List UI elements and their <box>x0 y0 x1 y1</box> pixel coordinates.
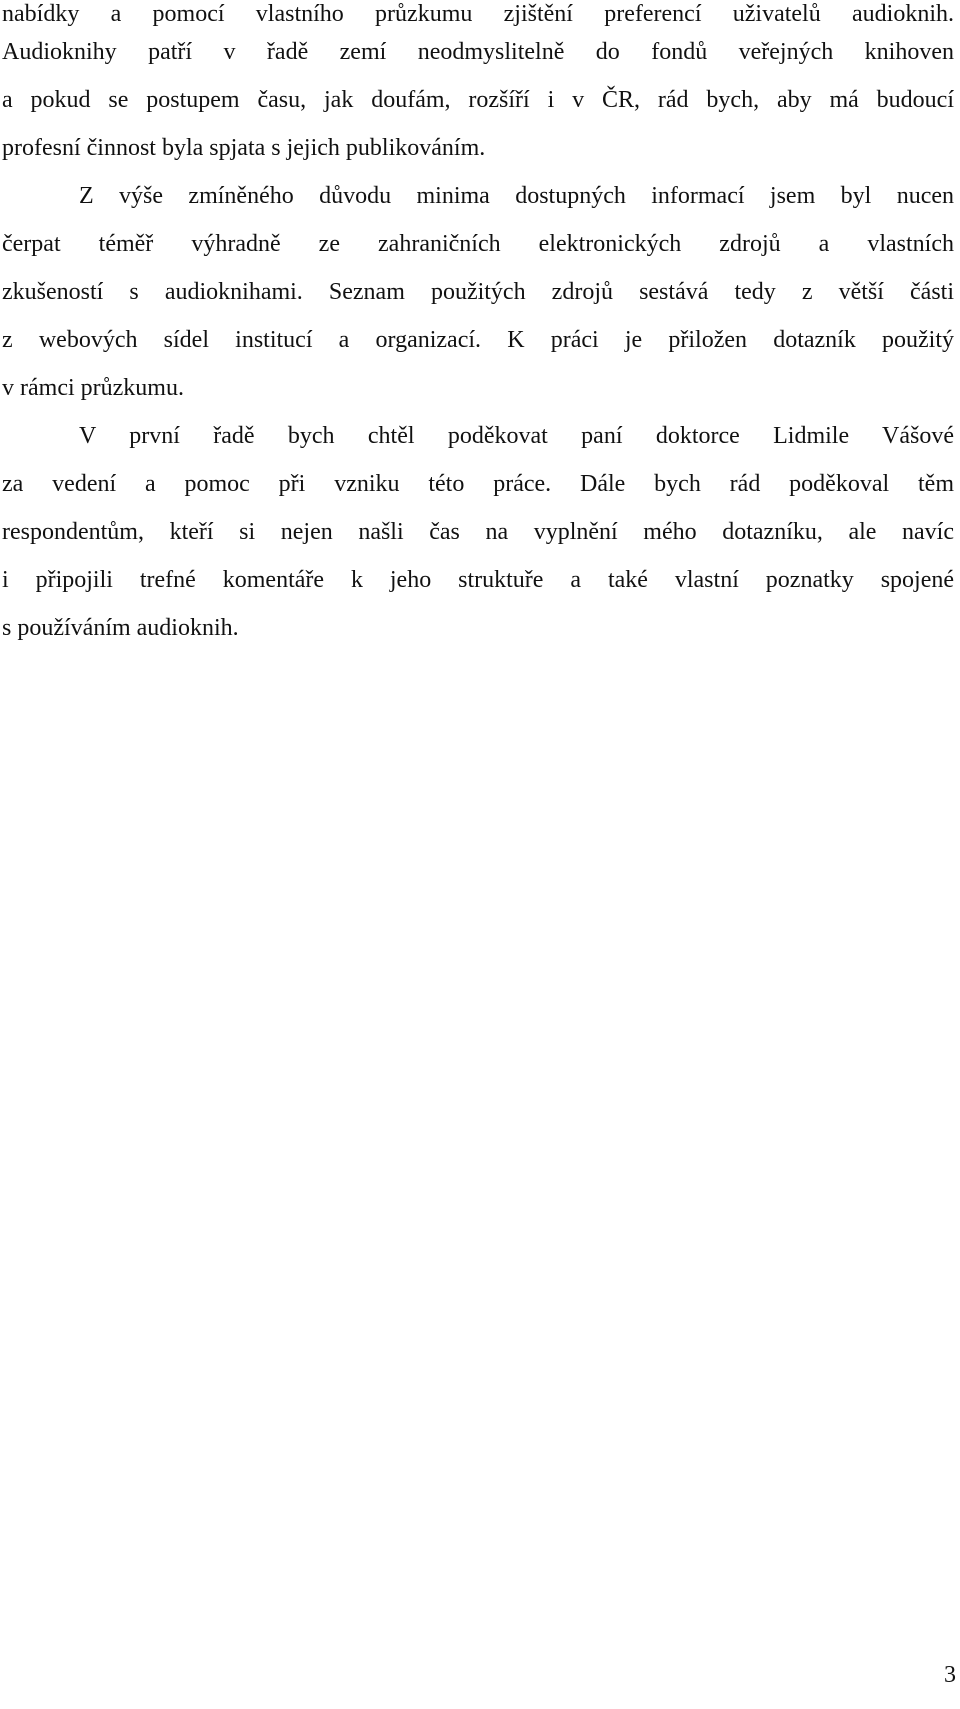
text-line: v rámci průzkumu. <box>2 375 184 401</box>
text-line: z webových sídel institucí a organizací. K práci je přiložen dotazník použitý <box>2 327 954 353</box>
page-number: 3 <box>944 1662 956 1688</box>
text-line: zkušeností s audioknihami. Seznam použitých zdrojů sestává tedy z větší části <box>2 279 954 305</box>
body-text <box>2 0 954 652</box>
text-line: čerpat téměř výhradně ze zahraničních elektronických zdrojů a vlastních <box>2 231 954 257</box>
text-line: profesní činnost byla spjata s jejich publikováním. <box>2 135 486 161</box>
text-line: Audioknihy patří v řadě zemí neodmyslitelně do fondů veřejných knihoven <box>2 39 954 65</box>
text-line: a pokud se postupem času, jak doufám, rozšíří i v ČR, rád bych, aby má budoucí <box>2 87 954 113</box>
paragraph-2 <box>2 172 954 412</box>
text-line: Z výše zmíněného důvodu minima dostupných informací jsem byl nucen <box>79 183 954 209</box>
text-line: V první řadě bych chtěl poděkovat paní doktorce Lidmile Vášové <box>79 423 954 449</box>
paragraph-1 <box>2 0 954 172</box>
text-line: za vedení a pomoc při vzniku této práce. Dále bych rád poděkoval těm <box>2 471 954 497</box>
text-line: s používáním audioknih. <box>2 615 239 641</box>
text-line: i připojili trefné komentáře k jeho struktuře a také vlastní poznatky spojené <box>2 567 954 593</box>
text-line: nabídky a pomocí vlastního průzkumu zjištění preferencí uživatelů audioknih. <box>2 1 954 27</box>
paragraph-3 <box>2 412 954 652</box>
text-line: respondentům, kteří si nejen našli čas na vyplnění mého dotazníku, ale navíc <box>2 519 954 545</box>
